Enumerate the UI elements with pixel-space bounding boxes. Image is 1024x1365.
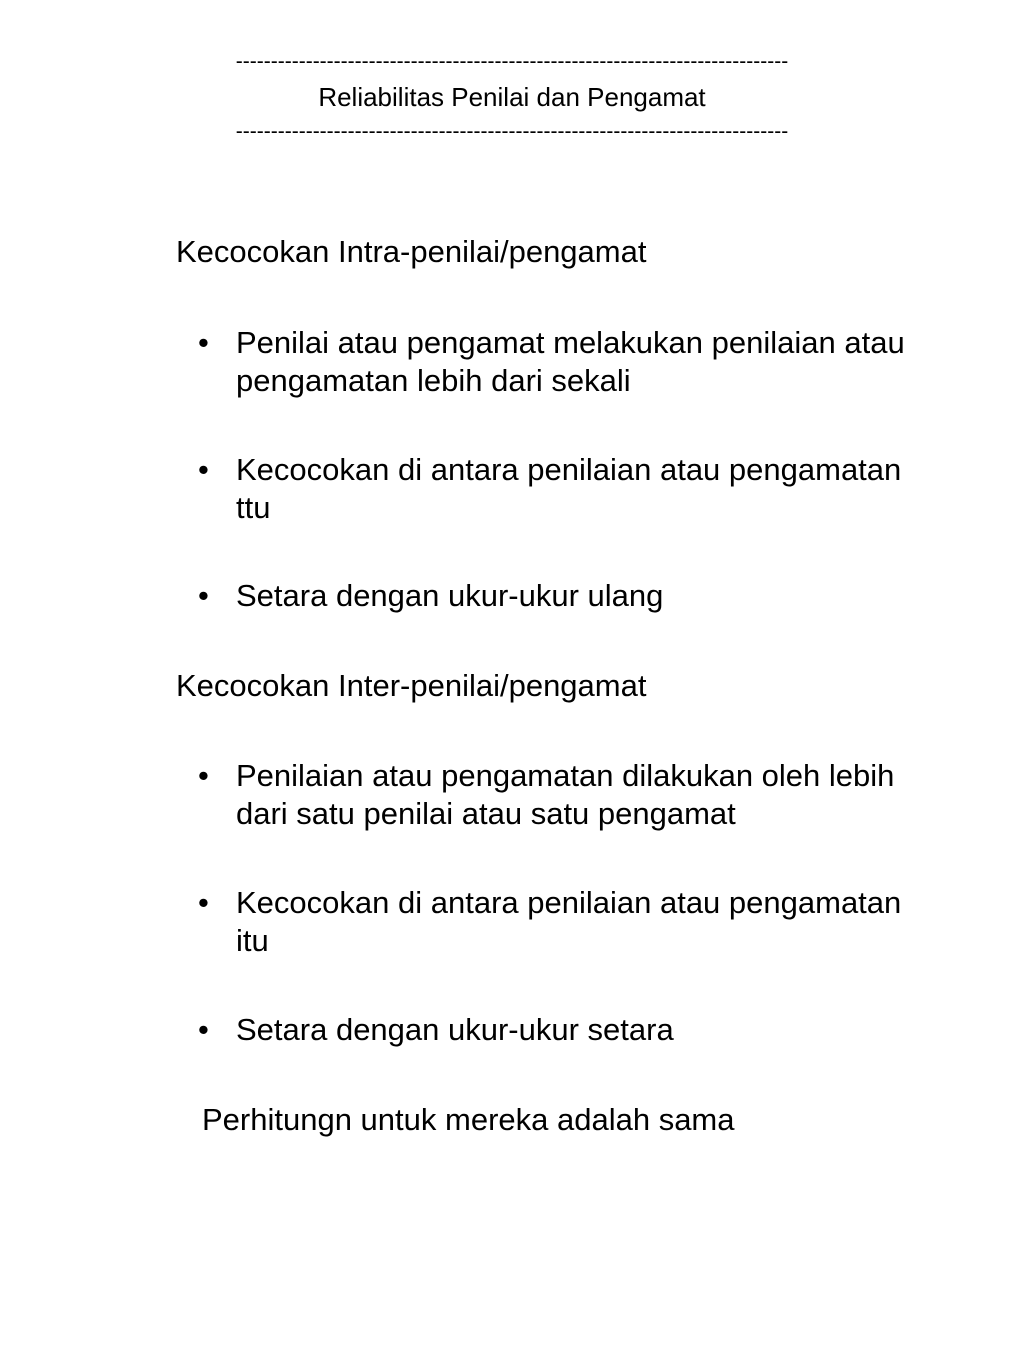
- list-item: [198, 324, 928, 400]
- list-item-text: Setara dengan ukur-ukur setara: [236, 1012, 674, 1047]
- list-item-text: Penilai atau pengamat melakukan penilaian atau pengamatan lebih dari sekali: [236, 325, 905, 398]
- list-item-text: Kecocokan di antara penilaian atau pengamatan itu: [236, 885, 902, 958]
- page-title: Reliabilitas Penilai dan Pengamat: [318, 82, 706, 112]
- header-rule-bottom: -------------------------------------------------------------------------------: [235, 120, 789, 143]
- list-item: [198, 884, 928, 960]
- header-rule-top: -------------------------------------------------------------------------------: [235, 50, 789, 73]
- section-heading-intra: Kecocokan Intra-penilai/pengamat: [176, 234, 647, 269]
- list-item: [198, 451, 928, 527]
- bullet-icon: •: [198, 578, 209, 613]
- closing-note: Perhitungn untuk mereka adalah sama: [202, 1102, 735, 1137]
- list-item: [198, 757, 928, 833]
- section-heading-inter: Kecocokan Inter-penilai/pengamat: [176, 668, 647, 703]
- bullet-icon: •: [198, 1012, 209, 1047]
- list-item: [198, 577, 928, 615]
- list-item-text: Setara dengan ukur-ukur ulang: [236, 578, 664, 613]
- bullet-icon: •: [198, 758, 209, 793]
- list-item-text: Penilaian atau pengamatan dilakukan oleh lebih dari satu penilai atau satu pengamat: [236, 758, 895, 831]
- list-item: [198, 1011, 928, 1049]
- bullet-icon: •: [198, 885, 209, 920]
- bullet-icon: •: [198, 452, 209, 487]
- list-item-text: Kecocokan di antara penilaian atau pengamatan ttu: [236, 452, 902, 525]
- bullet-icon: •: [198, 325, 209, 360]
